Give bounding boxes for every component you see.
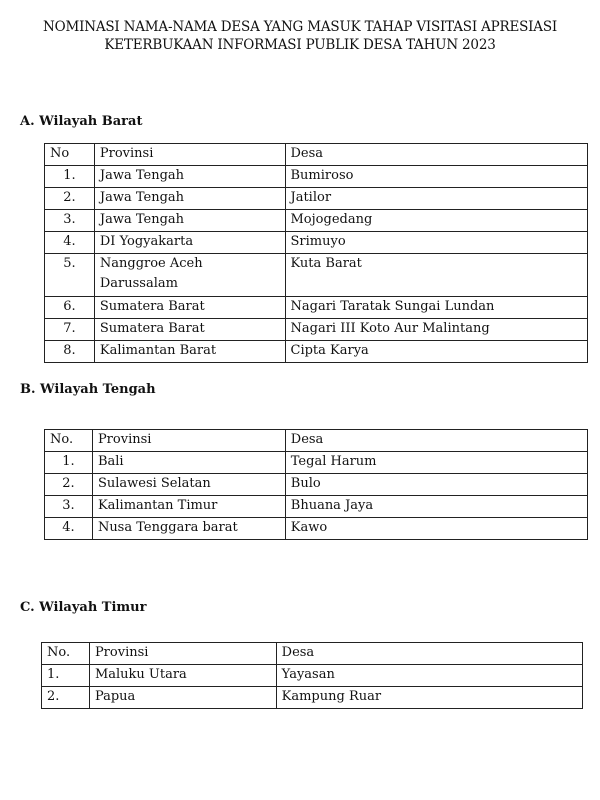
cell-desa: Bhuana Jaya	[285, 496, 587, 518]
cell-desa: Nagari Taratak Sungai Lundan	[285, 297, 588, 319]
table-row	[45, 474, 588, 496]
header-provinsi: Provinsi	[92, 430, 285, 452]
cell-desa: Yayasan	[276, 665, 582, 687]
section-heading-barat: A. Wilayah Barat	[20, 114, 143, 129]
table-wilayah-timur	[41, 642, 583, 709]
table-row	[45, 341, 588, 363]
header-no: No	[45, 144, 95, 166]
header-desa: Desa	[285, 430, 587, 452]
cell-provinsi: Sulawesi Selatan	[92, 474, 285, 496]
cell-provinsi: Bali	[92, 452, 285, 474]
cell-provinsi: Sumatera Barat	[94, 297, 285, 319]
table-row	[45, 210, 588, 232]
document-title	[0, 18, 600, 54]
cell-desa: Cipta Karya	[285, 341, 588, 363]
table-row	[42, 687, 583, 709]
table-row	[45, 496, 588, 518]
table-row	[45, 188, 588, 210]
title-line-1: NOMINASI NAMA-NAMA DESA YANG MASUK TAHAP VISITASI APRESIASI	[42, 19, 558, 35]
cell-desa: Srimuyo	[285, 232, 588, 254]
table-row	[45, 297, 588, 319]
cell-no: 7.	[45, 319, 95, 341]
header-desa: Desa	[285, 144, 588, 166]
cell-desa: Mojogedang	[285, 210, 588, 232]
table-wilayah-barat	[44, 143, 588, 363]
table-wilayah-tengah	[44, 429, 588, 540]
cell-no: 1.	[45, 166, 95, 188]
cell-desa: Kawo	[285, 518, 587, 540]
table-row	[45, 452, 588, 474]
cell-provinsi: Jawa Tengah	[94, 210, 285, 232]
table-row	[45, 319, 588, 341]
cell-desa: Jatilor	[285, 188, 588, 210]
cell-no: 2.	[45, 474, 93, 496]
cell-no: 4.	[45, 232, 95, 254]
cell-provinsi: Kalimantan Barat	[94, 341, 285, 363]
cell-provinsi: Jawa Tengah	[94, 188, 285, 210]
cell-no: 3.	[45, 210, 95, 232]
cell-desa: Nagari III Koto Aur Malintang	[285, 319, 588, 341]
cell-provinsi: Sumatera Barat	[94, 319, 285, 341]
header-provinsi: Provinsi	[89, 643, 276, 665]
cell-no: 2.	[45, 188, 95, 210]
table-header-row	[45, 430, 588, 452]
cell-no: 3.	[45, 496, 93, 518]
cell-provinsi: Kalimantan Timur	[92, 496, 285, 518]
cell-no: 6.	[45, 297, 95, 319]
cell-no: 5.	[45, 254, 95, 297]
cell-provinsi: Nanggroe Aceh Darussalam	[94, 254, 285, 297]
header-no: No.	[45, 430, 93, 452]
cell-no: 2.	[42, 687, 90, 709]
table-row	[42, 665, 583, 687]
cell-desa: Tegal Harum	[285, 452, 587, 474]
cell-no: 8.	[45, 341, 95, 363]
table-header-row	[42, 643, 583, 665]
cell-desa: Kampung Ruar	[276, 687, 582, 709]
cell-no: 1.	[45, 452, 93, 474]
cell-no: 4.	[45, 518, 93, 540]
cell-provinsi: DI Yogyakarta	[94, 232, 285, 254]
cell-provinsi: Maluku Utara	[89, 665, 276, 687]
cell-desa: Bulo	[285, 474, 587, 496]
table-row	[45, 232, 588, 254]
header-no: No.	[42, 643, 90, 665]
cell-provinsi: Jawa Tengah	[94, 166, 285, 188]
table-row	[45, 254, 588, 297]
title-line-2: KETERBUKAAN INFORMASI PUBLIK DESA TAHUN 2023	[104, 37, 496, 53]
cell-provinsi: Papua	[89, 687, 276, 709]
cell-no: 1.	[42, 665, 90, 687]
section-heading-timur: C. Wilayah Timur	[20, 600, 147, 615]
cell-provinsi: Nusa Tenggara barat	[92, 518, 285, 540]
header-desa: Desa	[276, 643, 582, 665]
table-row	[45, 166, 588, 188]
section-heading-tengah: B. Wilayah Tengah	[20, 382, 156, 397]
table-header-row	[45, 144, 588, 166]
table-row	[45, 518, 588, 540]
cell-desa: Kuta Barat	[285, 254, 588, 297]
cell-desa: Bumiroso	[285, 166, 588, 188]
header-provinsi: Provinsi	[94, 144, 285, 166]
